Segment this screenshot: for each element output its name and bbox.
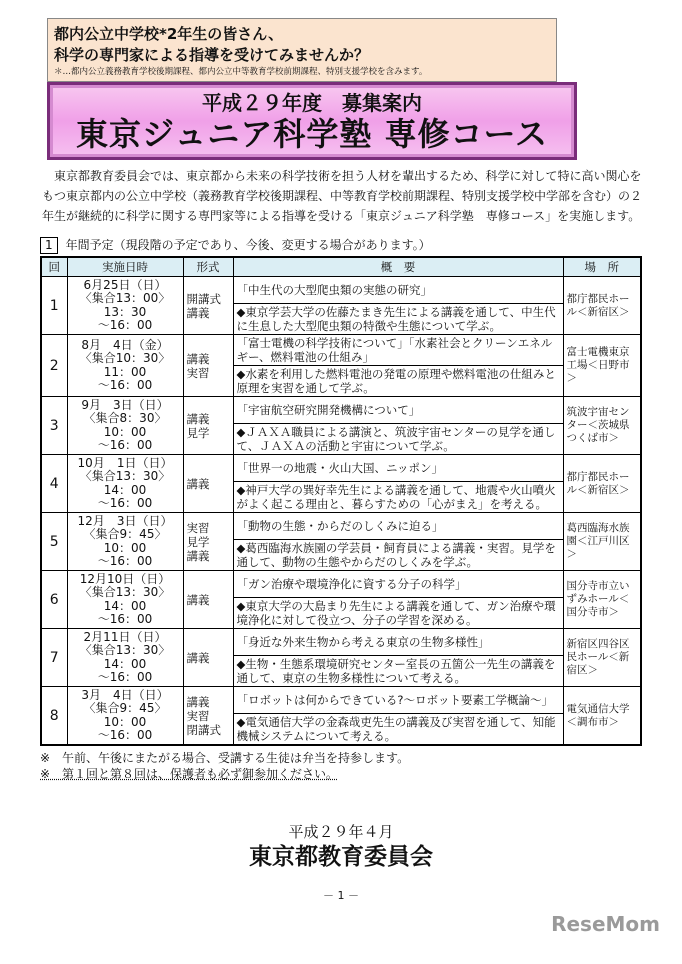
session-place: 国分寺市立いずみホール＜国分寺市＞ — [563, 571, 641, 629]
section-title: 年間予定（現段階の予定であり、今後、変更する場合があります。） — [65, 238, 431, 252]
session-datetime — [67, 277, 183, 335]
session-date: 12月10日（日） — [79, 571, 171, 586]
header-cell: 概 要 — [233, 257, 563, 277]
session-description: ◆水素を利用した燃料電池の発電の原理や燃料電池の仕組みと原理を実習を通して学ぶ。 — [233, 366, 563, 397]
session-number: 6 — [41, 571, 67, 629]
intro-paragraph: 東京都教育委員会では、東京都から未来の科学技術を担う人材を輩出するため、科学に対して特に高い関心をもつ東京都内の公立中学校（義務教育学校後期課程、中等教育学校前期課程、特別支援学校中学部を含む）の２年生が継続的に科学に関する専門家等による指導を受ける「東京ジュニア科学塾 専修コース」を実施します。 — [42, 169, 643, 223]
note: ※ 第１回と第８回は、保護者も必ず御参加ください。 — [40, 767, 339, 781]
session-date: 6月25日（日） — [83, 277, 167, 292]
session-place: 新宿区四谷区民ホール＜新宿区＞ — [563, 629, 641, 687]
session-title: 「身近な外来生物から考える東京の生物多様性」 — [233, 629, 563, 656]
section-heading — [40, 236, 642, 254]
schedule-table — [40, 256, 642, 746]
session-format: 実習 見学 講義 — [183, 513, 233, 571]
session-description: ◆電気通信大学の金森哉吏先生の講義及び実習を通して、知能機械システムについて考える。 — [233, 714, 563, 746]
session-date: 8月 4日（金） — [81, 337, 169, 352]
meeting-time: 〈集合8：30〉 — [83, 411, 167, 425]
meeting-time: 〈集合13：00〉 — [79, 291, 171, 305]
notes — [40, 750, 642, 782]
session-place: 筑波宇宙センター＜茨城県つくば市＞ — [563, 397, 641, 455]
session-title: 「中生代の大型爬虫類の実態の研究」 — [233, 277, 563, 304]
session-number: 1 — [41, 277, 67, 335]
start-time: 14：00 — [103, 482, 147, 497]
table-row — [41, 513, 641, 540]
session-date: 9月 3日（日） — [81, 397, 169, 412]
meeting-time: 〈集合13：30〉 — [79, 469, 171, 483]
session-datetime — [67, 455, 183, 513]
table-row — [41, 335, 641, 366]
session-format: 講義 見学 — [183, 397, 233, 455]
footer-organization: 東京都教育委員会 — [249, 844, 433, 870]
session-description: ◆葛西臨海水族園の学芸員・飼育員による講義・実習。見学を通して、動物の生態やからだのしくみを学ぶ。 — [233, 540, 563, 571]
table-row — [41, 629, 641, 656]
meeting-time: 〈集合9：45〉 — [83, 701, 167, 715]
session-format: 開講式 講義 — [183, 277, 233, 335]
start-time: 13：30 — [103, 304, 147, 319]
header-cell: 実施日時 — [67, 257, 183, 277]
callout-line1: 都内公立中学校*2年生の皆さん、 — [54, 25, 284, 43]
end-time: ～16：00 — [97, 612, 153, 626]
session-title: 「ロボットは何からできている?～ロボット要素工学概論～」 — [233, 687, 563, 714]
meeting-time: 〈集合9：45〉 — [83, 527, 167, 541]
end-time: ～16：00 — [97, 378, 153, 392]
session-date: 2月11日（日） — [83, 629, 167, 644]
session-number: 5 — [41, 513, 67, 571]
session-format: 講義 — [183, 571, 233, 629]
end-time: ～16：00 — [97, 728, 153, 742]
session-description: ◆東京学芸大学の佐藤たまき先生による講義を通して、中生代に生息した大型爬虫類の特徴や生態について学ぶ。 — [233, 304, 563, 335]
banner-subtitle: 平成２９年度 募集案内 — [202, 91, 422, 115]
session-description: ◆東京大学の大島まり先生による講義を通して、ガン治療や環境浄化に対して役立つ、分子の学習を深める。 — [233, 598, 563, 629]
session-number: 3 — [41, 397, 67, 455]
table-row — [41, 455, 641, 482]
session-number: 7 — [41, 629, 67, 687]
session-date: 3月 4日（日） — [81, 687, 169, 702]
session-title: 「動物の生態・からだのしくみに迫る」 — [233, 513, 563, 540]
session-title: 「世界一の地震・火山大国、ニッポン」 — [233, 455, 563, 482]
start-time: 14：00 — [103, 598, 147, 613]
callout-line2: 科学の専門家による指導を受けてみませんか？ — [54, 46, 370, 64]
session-place: 電気通信大学＜調布市＞ — [563, 687, 641, 746]
end-time: ～16：00 — [97, 318, 153, 332]
start-time: 10：00 — [103, 540, 147, 555]
table-header-row — [41, 257, 641, 277]
session-format: 講義 実習 — [183, 335, 233, 397]
start-time: 14：00 — [103, 656, 147, 671]
start-time: 10：00 — [103, 424, 147, 439]
session-datetime — [67, 687, 183, 746]
end-time: ～16：00 — [97, 438, 153, 452]
callout-note: ＊…都内公立義務教育学校後期課程、都内公立中等教育学校前期課程、特別支援学校を含みます。 — [54, 67, 428, 77]
session-format: 講義 — [183, 629, 233, 687]
table-row — [41, 397, 641, 424]
session-datetime — [67, 335, 183, 397]
session-number: 2 — [41, 335, 67, 397]
session-format: 講義 実習 閉講式 — [183, 687, 233, 746]
session-title: 「富士電機の科学技術について」「水素社会とクリーンエネルギー、燃料電池の仕組み」 — [233, 335, 563, 366]
end-time: ～16：00 — [97, 496, 153, 510]
session-description: ◆ＪＡＸＡ職員による講演と、筑波宇宙センターの見学を通して、ＪＡＸＡの活動と宇宙について学ぶ。 — [233, 424, 563, 455]
start-time: 10：00 — [103, 714, 147, 729]
resemom-logo: ReseMom — [551, 912, 660, 936]
session-datetime — [67, 397, 183, 455]
session-datetime — [67, 513, 183, 571]
table-row — [41, 277, 641, 304]
session-datetime — [67, 571, 183, 629]
session-date: 10月 1日（日） — [77, 455, 173, 470]
meeting-time: 〈集合10：30〉 — [79, 351, 171, 365]
session-datetime — [67, 629, 183, 687]
page-number: － 1 － — [323, 889, 359, 902]
session-description: ◆生物・生態系環境研究センター室長の五箇公一先生の講義を通して、東京の生物多様性について考える。 — [233, 656, 563, 687]
end-time: ～16：00 — [97, 670, 153, 684]
section-number: 1 — [40, 237, 58, 254]
table-row — [41, 687, 641, 714]
session-place: 都庁都民ホール＜新宿区＞ — [563, 455, 641, 513]
header-cell: 回 — [41, 257, 67, 277]
header-cell: 場 所 — [563, 257, 641, 277]
session-description: ◆神戸大学の巽好幸先生による講義を通して、地震や火山噴火がよく起こる理由と、暮らすための「心がまえ」を考える。 — [233, 482, 563, 513]
end-time: ～16：00 — [97, 554, 153, 568]
meeting-time: 〈集合13：30〉 — [79, 585, 171, 599]
footer-date: 平成２９年４月 — [288, 823, 394, 841]
meeting-time: 〈集合13：30〉 — [79, 643, 171, 657]
session-title: 「宇宙航空研究開発機構について」 — [233, 397, 563, 424]
session-place: 都庁都民ホール＜新宿区＞ — [563, 277, 641, 335]
banner-title: 東京ジュニア科学塾 専修コース — [76, 115, 548, 153]
session-date: 12月 3日（日） — [77, 513, 173, 528]
session-place: 富士電機東京工場＜日野市＞ — [563, 335, 641, 397]
table-row — [41, 571, 641, 598]
session-number: 8 — [41, 687, 67, 746]
session-format: 講義 — [183, 455, 233, 513]
header-cell: 形式 — [183, 257, 233, 277]
session-title: 「ガン治療や環境浄化に資する分子の科学」 — [233, 571, 563, 598]
note: ※ 午前、午後にまたがる場合、受講する生徒は弁当を持参します。 — [40, 751, 410, 765]
session-place: 葛西臨海水族園＜江戸川区＞ — [563, 513, 641, 571]
start-time: 11：00 — [103, 364, 147, 379]
session-number: 4 — [41, 455, 67, 513]
